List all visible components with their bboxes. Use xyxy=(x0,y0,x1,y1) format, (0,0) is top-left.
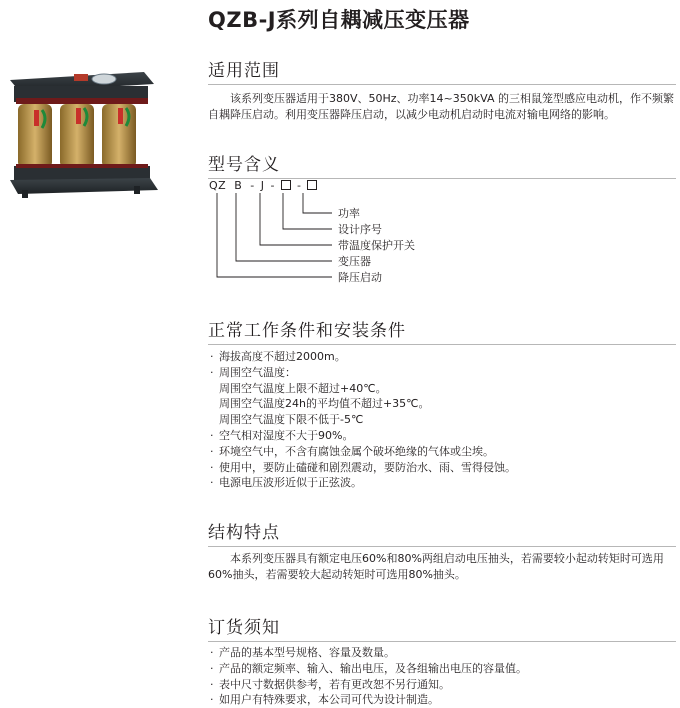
section-heading-ordering: 订货须知 xyxy=(208,613,676,642)
model-label-power: 功率 xyxy=(338,207,360,220)
page-title: QZB-J系列自耦减压变压器 xyxy=(208,8,470,32)
list-item: · 电源电压波形近似于正弦波。 xyxy=(210,475,670,491)
list-item: · 产品的基本型号规格、容量及数量。 xyxy=(210,645,670,661)
list-item: 周围空气温度上限不超过+40℃。 xyxy=(219,381,387,395)
structure-text: 本系列变压器具有额定电压60%和80%两组启动电压抽头，若需要较小起动转矩时可选用60%抽头，若需要较大起动转矩时可选用80%抽头。 xyxy=(208,552,664,581)
list-item: · 海拔高度不超过2000m。 xyxy=(210,349,670,365)
code-sep: - xyxy=(250,179,255,192)
code-b: B xyxy=(234,179,243,192)
ordering-list xyxy=(210,645,670,708)
list-item: · 空气相对湿度不大于90%。 xyxy=(210,428,670,444)
section-heading-conditions: 正常工作条件和安装条件 xyxy=(208,316,676,345)
code-j: J xyxy=(260,179,265,192)
list-item: · 产品的额定频率、输入、输出电压，及各组输出电压的容量值。 xyxy=(210,661,670,677)
list-item: · 表中尺寸数据供参考，若有更改恕不另行通知。 xyxy=(210,677,670,693)
model-label-step-down: 降压启动 xyxy=(338,271,382,284)
list-item: · 如用户有特殊要求，本公司可代为设计制造。 xyxy=(210,692,670,708)
conditions-list xyxy=(210,349,670,491)
section-heading-structure: 结构特点 xyxy=(208,518,676,547)
list-item: · 使用中，要防止磕碰和剧烈震动，要防治水、雨、雪得侵蚀。 xyxy=(210,460,670,476)
model-code-diagram xyxy=(208,179,468,291)
section-heading-scope: 适用范围 xyxy=(208,56,676,85)
code-qz: QZ xyxy=(209,179,227,192)
scope-text: 该系列变压器适用于380V、50Hz、功率14~350kVA 的三相鼠笼型感应电动机，作不频繁自耦降压启动。利用变压器降压启动，以减少电动机启动时电流对输电网络的影响。 xyxy=(208,92,674,121)
model-label-temp-switch: 带温度保护开关 xyxy=(338,239,415,252)
model-label-transformer: 变压器 xyxy=(338,255,371,268)
code-sep: - xyxy=(270,179,275,192)
code-sep: - xyxy=(296,179,302,192)
list-item: 周围空气温度24h的平均值不超过+35℃。 xyxy=(219,397,430,411)
product-image xyxy=(4,62,158,202)
list-item: · 周围空气温度： xyxy=(210,365,670,381)
list-item: · 环境空气中，不含有腐蚀金属个破坏绝缘的气体或尘埃。 xyxy=(210,444,670,460)
list-item: 周围空气温度下限不低于-5℃ xyxy=(219,413,364,427)
model-label-design-no: 设计序号 xyxy=(338,223,382,236)
section-heading-model: 型号含义 xyxy=(208,150,676,179)
